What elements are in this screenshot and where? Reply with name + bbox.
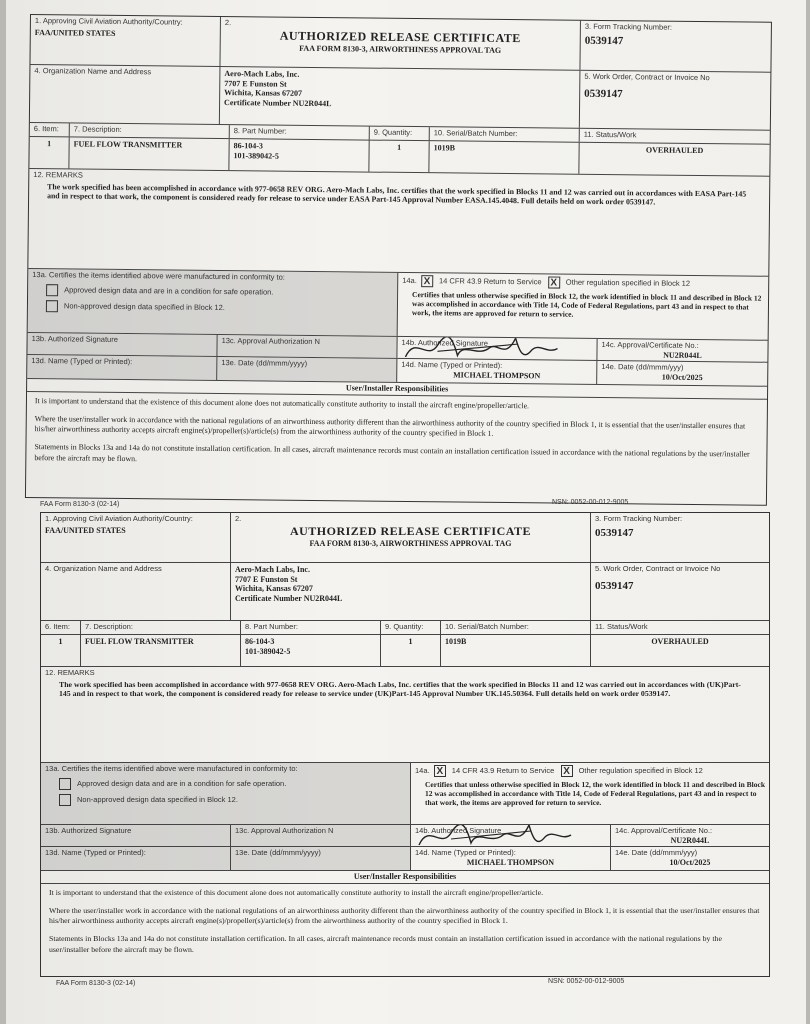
responsibilities-row xyxy=(41,884,769,976)
item-quantity: 1 xyxy=(369,141,429,173)
block-5-label: 5. Work Order, Contract or Invoice No xyxy=(584,71,710,83)
col-quantity-header: 9. Quantity: xyxy=(370,127,430,141)
block-13a xyxy=(41,763,411,824)
org-street: 7707 E Funston St xyxy=(235,574,298,584)
other-regulation-checkbox[interactable]: X xyxy=(548,276,560,288)
responsibility-1: It is important to understand that the existence of this document alone does not automatically constitute authority to install the aircraft engine/propeller/article. xyxy=(34,396,530,411)
signature-image xyxy=(411,825,601,846)
item-quantity: 1 xyxy=(381,635,441,666)
part-number-1: 86-104-3 xyxy=(233,141,264,151)
approved-design-checkbox[interactable] xyxy=(46,284,58,296)
block-4-label-cell xyxy=(30,65,221,124)
tracking-number: 0539147 xyxy=(595,526,634,539)
block-14b xyxy=(397,337,597,360)
col-item-header: 6. Item: xyxy=(30,123,70,136)
work-order-number: 0539147 xyxy=(595,579,634,592)
org-name: Aero-Mach Labs, Inc. xyxy=(235,565,310,574)
responsibility-3: Statements in Blocks 13a and 14a do not constitute installation certification. In all cases, aircraft maintenance records must contain an installation certification issued in accordance with the national regulations by the user/installer before the aircraft may be flown. xyxy=(49,934,722,954)
nonapproved-design-label: Non-approved design data specified in Block 12. xyxy=(63,300,225,312)
block-5 xyxy=(580,71,771,130)
block-2-label: 2. xyxy=(235,514,242,523)
block-14d xyxy=(411,847,611,870)
block-13b: 13b. Authorized Signature xyxy=(27,333,217,356)
org-name: Aero-Mach Labs, Inc. xyxy=(224,69,300,79)
tracking-number: 0539147 xyxy=(584,34,624,47)
org-city: Wichita, Kansas 67207 xyxy=(235,584,313,594)
block-14e-label: 14e. Date (dd/mmm/yyy) xyxy=(601,362,684,372)
approval-certificate-number: NU2R044L xyxy=(670,835,710,845)
org-cert-number: Certificate Number NU2R044L xyxy=(224,97,332,108)
responsibilities-title-row xyxy=(41,871,769,884)
item-number: 1 xyxy=(41,635,81,666)
block-14e xyxy=(597,361,767,386)
block-2 xyxy=(231,513,591,562)
block-3 xyxy=(580,21,771,72)
form-1-footer-right: NSN: 0052-00-012-9005 xyxy=(552,499,629,506)
remarks-cell xyxy=(41,667,769,762)
block-2-label: 2. xyxy=(224,18,232,28)
item-number: 1 xyxy=(29,137,69,168)
responsibilities-title: User/Installer Responsibilities xyxy=(353,872,457,881)
remarks-cell xyxy=(28,169,769,276)
block-13a-label: 13a. Certifies the items identified above were manufactured in conformity to: xyxy=(45,764,298,773)
responsibilities-row xyxy=(26,392,767,505)
block-14a xyxy=(411,763,769,824)
block-14d-label: 14d. Name (Typed or Printed): xyxy=(415,848,516,857)
col-status-header: 11. Status/Work xyxy=(583,129,637,140)
responsibilities-title: User/Installer Responsibilities xyxy=(345,383,449,394)
block-3-label: 3. Form Tracking Number: xyxy=(584,21,673,32)
signature-row xyxy=(41,825,769,847)
signature-image xyxy=(397,337,587,360)
items-header-row xyxy=(41,621,769,635)
block-1-label: 1. Approving Civil Aviation Authority/Country: xyxy=(34,16,183,27)
col-part-number-header: 8. Part Number: xyxy=(230,125,370,139)
block-14c xyxy=(611,825,769,846)
block-14a-text: Certifies that unless otherwise specified in Block 12, the work identified in block 11 and described in Block 12 was accomplished in accordance with Title 14, Code of Federal Regulations, part 43 and in respect to that work, the items are approved for return to service. xyxy=(411,290,762,319)
item-description: FUEL FLOW TRANSMITTER xyxy=(69,137,229,170)
item-status: OVERHAULED xyxy=(651,637,709,646)
block-13a-label: 13a. Certifies the items identified above were manufactured in conformity to: xyxy=(32,270,285,282)
form-1-footer-left: FAA Form 8130-3 (02-14) xyxy=(40,501,120,508)
remarks-label: 12. REMARKS xyxy=(33,170,83,180)
approved-design-label: Approved design data and are in a condition for safe operation. xyxy=(77,778,287,788)
form-title: AUTHORIZED RELEASE CERTIFICATE xyxy=(279,28,521,45)
certification-row xyxy=(28,269,769,341)
block-4-value-cell xyxy=(231,563,591,620)
other-regulation-checkbox[interactable]: X xyxy=(561,765,573,777)
responsibility-2: Where the user/installer work in accordance with the national regulations of an airworthiness authority different than the airworthiness authority of the country specified in Block 1, it is essential that the user/installer ensures that his/her airworthiness authority accepts aircraft engine(s)/propeller(s)/article(s) from the airworthiness authority of the country specified in Block 1. xyxy=(49,906,760,926)
block-13d: 13d. Name (Typed or Printed): xyxy=(41,847,231,870)
col-description-header: 7. Description: xyxy=(70,123,230,138)
remarks-text: The work specified has been accomplished in accordance with 977-0658 REV ORG. Aero-Mach Labs, Inc. certifies that the work specified in Blocks 11 and 12 was carried out in accordances with EASA Part-145 and in respect to that work, the component is considered ready for release to service under EASA Part-145 Approval Number EASA.145.4048. Full details held on work order 0539147. xyxy=(47,181,747,207)
block-14c-label: 14c. Approval/Certificate No.: xyxy=(601,340,699,351)
col-serial-header: 10. Serial/Batch Number: xyxy=(441,621,591,634)
block-13e: 13e. Date (dd/mmm/yyyy) xyxy=(231,847,411,870)
block-14b-label: 14b. Authorized Signature xyxy=(401,337,488,348)
block-5 xyxy=(591,563,769,620)
nonapproved-design-label: Non-approved design data specified in Block 12. xyxy=(77,794,238,804)
responsibilities-cell xyxy=(26,392,767,505)
responsibility-1: It is important to understand that the existence of this document alone does not automatically constitute authority to install the aircraft engine/propeller/article. xyxy=(49,888,544,897)
return-to-service-checkbox[interactable]: X xyxy=(434,765,446,777)
block-3 xyxy=(591,513,769,562)
block-1-label: 1. Approving Civil Aviation Authority/Country: xyxy=(45,514,193,523)
part-number-2: 101-389042-5 xyxy=(245,646,291,656)
form-title: AUTHORIZED RELEASE CERTIFICATE xyxy=(289,523,532,538)
block-14a-label: 14a. xyxy=(402,275,417,286)
item-status: OVERHAULED xyxy=(645,145,704,156)
responsibilities-cell xyxy=(41,884,769,976)
block-1 xyxy=(30,15,221,66)
block-5-label: 5. Work Order, Contract or Invoice No xyxy=(595,564,721,573)
block-13a xyxy=(28,269,399,336)
responsibility-3: Statements in Blocks 13a and 14a do not constitute installation certification. In all cases, aircraft maintenance records must contain an installation certification issued in accordance with the national regulations by the user/installer before the aircraft may be flown. xyxy=(34,442,750,463)
approved-design-label: Approved design data and are in a condition for safe operation. xyxy=(64,284,274,297)
signer-name: MICHAEL THOMPSON xyxy=(453,370,541,380)
form-subtitle: FAA FORM 8130-3, AIRWORTHINESS APPROVAL TAG xyxy=(299,43,502,55)
col-serial-header: 10. Serial/Batch Number: xyxy=(430,127,580,142)
col-quantity-header: 9. Quantity: xyxy=(381,621,441,634)
block-14c-label: 14c. Approval/Certificate No.: xyxy=(615,826,713,835)
block-14a-text: Certifies that unless otherwise specified in Block 12, the work identified in block 11 and described in Block 12 was accomplished in accordance with Title 14, Code of Federal Regulations, part 43 and in respect to that work, the items are approved for return to service. xyxy=(425,780,766,807)
item-part-numbers xyxy=(241,635,381,666)
return-to-service-label: 14 CFR 43.9 Return to Service xyxy=(438,276,542,287)
approval-certificate-number: NU2R044L xyxy=(663,350,702,360)
col-part-number-header: 8. Part Number: xyxy=(241,621,381,634)
approved-design-checkbox[interactable] xyxy=(59,778,71,790)
certificate-form-2 xyxy=(40,512,770,977)
form-subtitle: FAA FORM 8130-3, AIRWORTHINESS APPROVAL TAG xyxy=(309,538,512,548)
item-row xyxy=(41,635,769,667)
col-status-header: 11. Status/Work xyxy=(595,622,648,631)
block-13c: 13c. Approval Authorization N xyxy=(231,825,411,846)
block-4-label-cell xyxy=(41,563,231,620)
block-14b-label: 14b. Authorized Signature xyxy=(415,826,502,835)
org-row xyxy=(30,65,771,131)
remarks-text: The work specified has been accomplished in accordance with 977-0658 REV ORG. Aero-Mach Labs, Inc. certifies that the work specified in Blocks 11 and 12 was carried out in accordances with (UK)Part-145 and in respect to that work, the component is considered ready for release to service under (UK)Part-145 Approval Number UK.145.50364. Full details held on work order 0539147. xyxy=(59,679,741,698)
other-regulation-label: Other regulation specified in Block 12 xyxy=(578,765,703,775)
block-3-label: 3. Form Tracking Number: xyxy=(595,514,683,523)
return-to-service-label: 14 CFR 43.9 Return to Service xyxy=(451,765,555,775)
block-13b: 13b. Authorized Signature xyxy=(41,825,231,846)
remarks-row xyxy=(28,169,769,277)
block-13e: 13e. Date (dd/mmm/yyyy) xyxy=(217,357,397,382)
remarks-label: 12. REMARKS xyxy=(45,668,95,677)
block-4-value-cell xyxy=(220,67,581,128)
form-2-footer-left: FAA Form 8130-3 (02-14) xyxy=(56,980,136,987)
part-number-1: 86-104-3 xyxy=(245,637,275,646)
block-14c xyxy=(597,339,767,362)
other-regulation-label: Other regulation specified in Block 12 xyxy=(565,277,691,288)
part-number-2: 101-389042-5 xyxy=(233,150,279,161)
block-2 xyxy=(220,17,580,70)
sign-date: 10/Oct/2025 xyxy=(669,857,711,867)
header-row xyxy=(30,15,770,73)
item-serial: 1019B xyxy=(429,141,579,174)
responsibility-2: Where the user/installer work in accordance with the national regulations of an airworthiness authority different than the airworthiness authority of the country specified in Block 1, it is essential that the user/installer ensures that his/her airworthiness authority accepts aircraft engine(s)/propeller(s)/article(s) from the airworthiness authority of the country specified in Block 1. xyxy=(34,414,746,439)
block-14e-label: 14e. Date (dd/mmm/yyy) xyxy=(615,848,698,857)
block-14d-label: 14d. Name (Typed or Printed): xyxy=(401,359,503,370)
col-description-header: 7. Description: xyxy=(81,621,241,634)
item-part-numbers xyxy=(229,139,369,171)
col-item-header: 6. Item: xyxy=(41,621,81,634)
certificate-form-1 xyxy=(25,14,772,506)
sign-date: 10/Oct/2025 xyxy=(661,372,703,382)
certification-row xyxy=(41,763,769,825)
header-row xyxy=(41,513,769,563)
return-to-service-checkbox[interactable]: X xyxy=(421,275,433,287)
block-1 xyxy=(41,513,231,562)
work-order-number: 0539147 xyxy=(584,87,623,100)
block-4-label: 4. Organization Name and Address xyxy=(45,564,162,573)
block-13d: 13d. Name (Typed or Printed): xyxy=(27,355,217,380)
block-4-label: 4. Organization Name and Address xyxy=(34,66,152,77)
block-13c: 13c. Approval Authorization N xyxy=(217,335,397,358)
org-city: Wichita, Kansas 67207 xyxy=(224,88,303,99)
signer-name: MICHAEL THOMPSON xyxy=(466,857,555,867)
block-14a xyxy=(398,273,769,340)
item-description: FUEL FLOW TRANSMITTER xyxy=(81,635,241,666)
org-cert-number: Certificate Number NU2R044L xyxy=(235,593,343,603)
block-14b xyxy=(411,825,611,846)
block-14d xyxy=(397,359,597,384)
block-14a-label: 14a. xyxy=(415,765,430,775)
org-street: 7707 E Funston St xyxy=(224,78,287,89)
item-serial: 1019B xyxy=(441,635,591,666)
nonapproved-design-checkbox[interactable] xyxy=(46,300,58,312)
block-1-value: FAA/UNITED STATES xyxy=(34,27,116,38)
org-row xyxy=(41,563,769,621)
nonapproved-design-checkbox[interactable] xyxy=(59,794,71,806)
block-1-value: FAA/UNITED STATES xyxy=(45,525,126,535)
name-date-row xyxy=(41,847,769,871)
block-14e xyxy=(611,847,769,870)
form-2-footer-right: NSN: 0052-00-012-9005 xyxy=(548,978,625,985)
remarks-row xyxy=(41,667,769,763)
